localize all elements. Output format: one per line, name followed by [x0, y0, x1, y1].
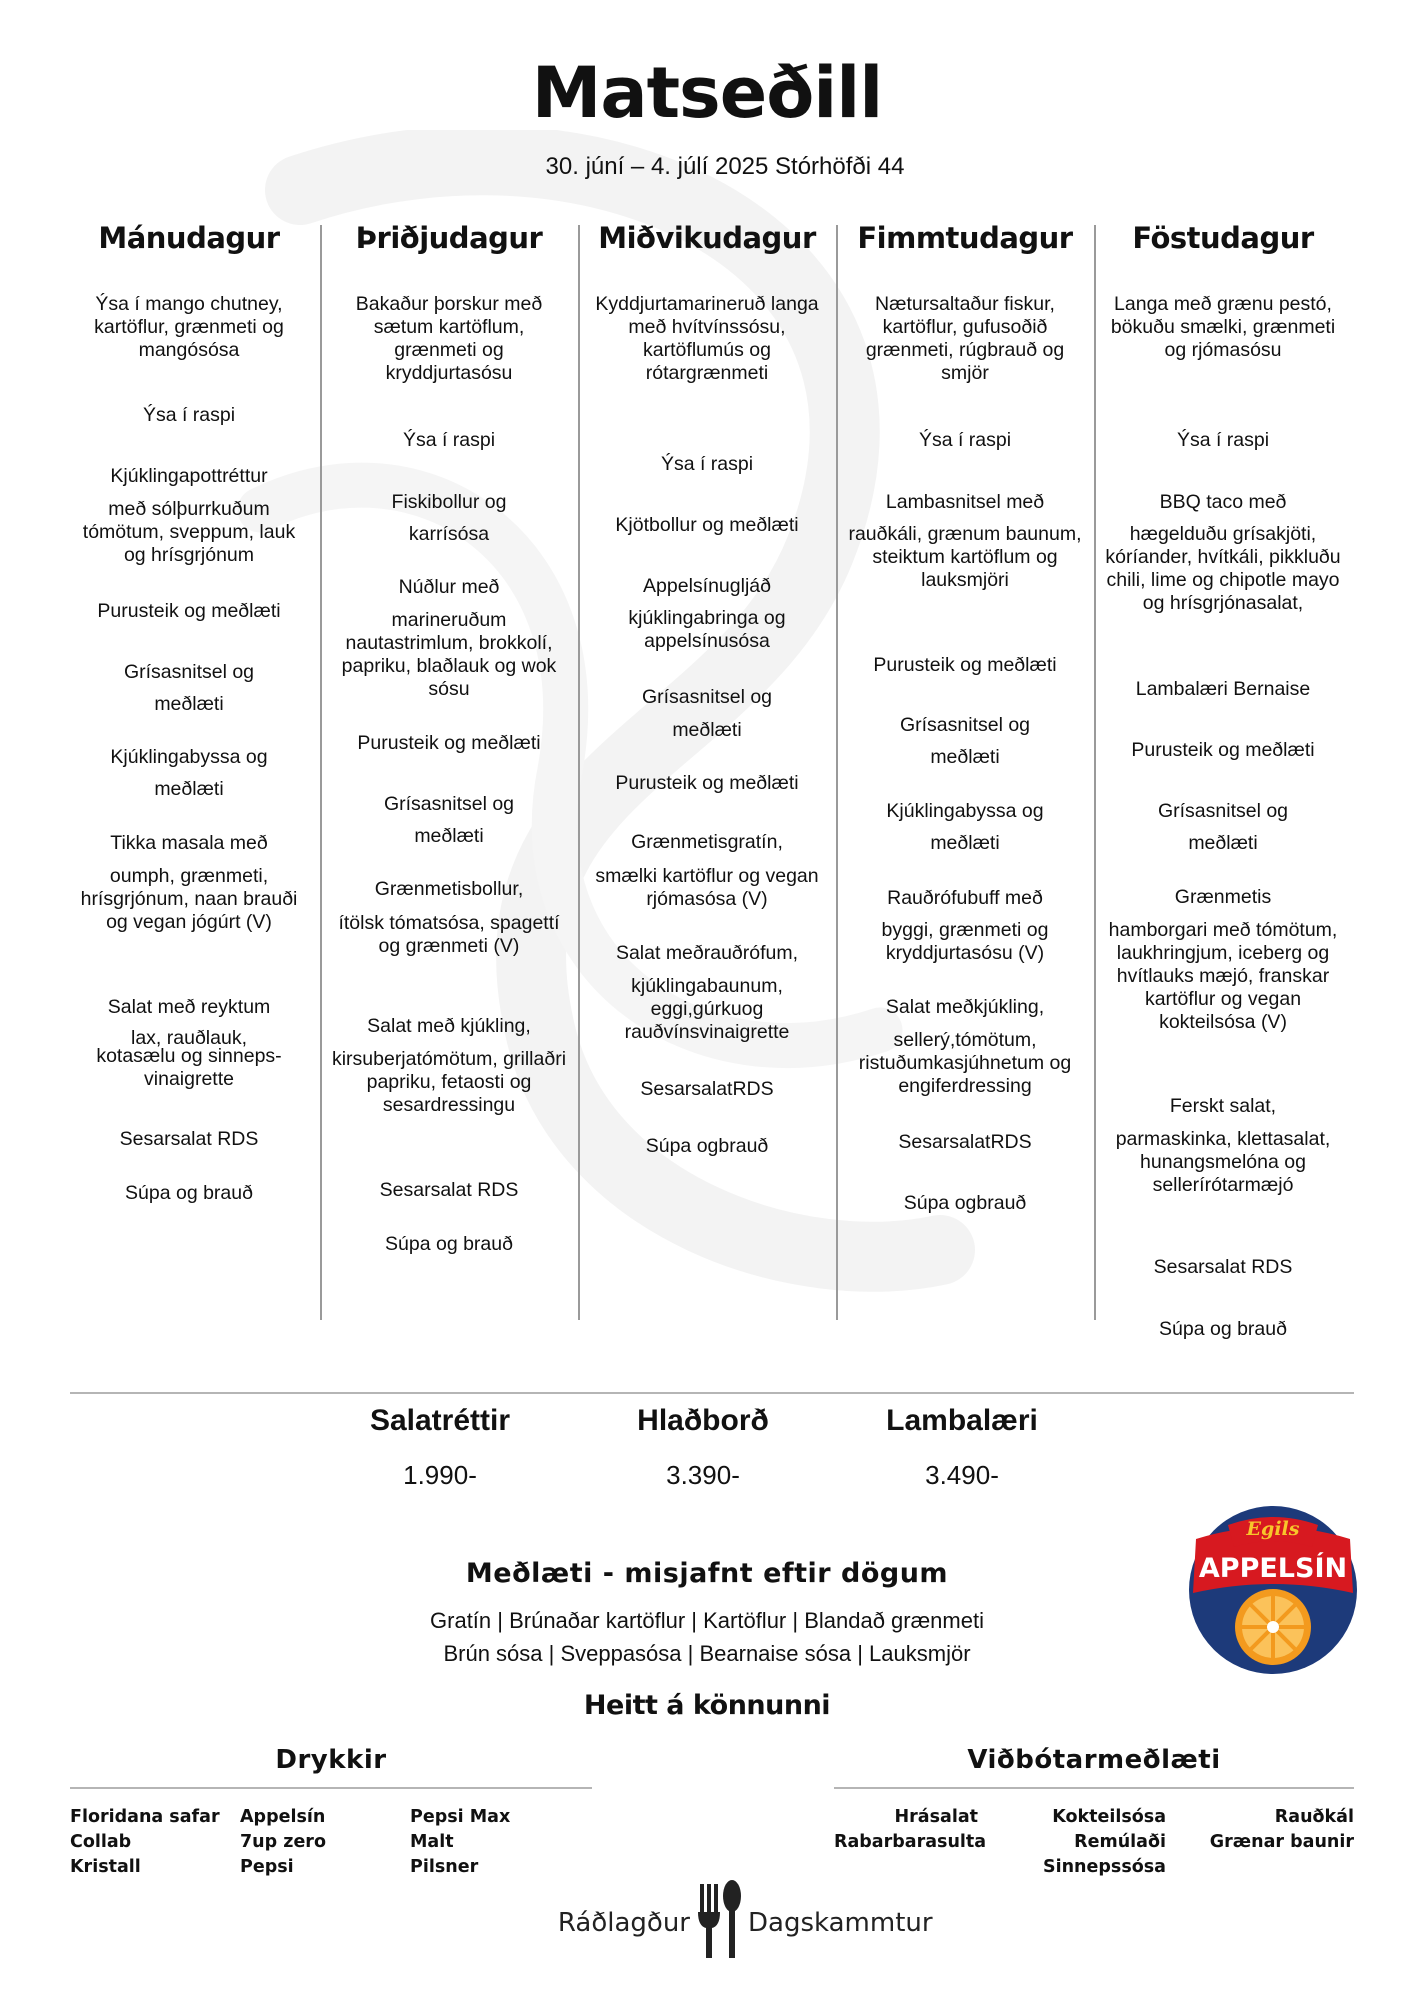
dish: kirsuberjatómötum, grillaðri papriku, fetaosti og sesardressingu	[331, 1048, 567, 1116]
dish: smælki kartöflur og vegan rjómasósa (V)	[595, 865, 819, 910]
dish: Ýsa í raspi	[1176, 429, 1270, 451]
day-name: Mánudagur	[98, 221, 280, 255]
day-column-thursday	[836, 215, 1094, 1214]
dish: Lambasnitsel með	[885, 491, 1045, 513]
drink-item: Pilsner	[410, 1857, 479, 1877]
dish: Grænmetisbollur,	[374, 878, 524, 900]
dish: Salat meðrauðrófum,	[615, 942, 799, 964]
drink-item: Floridana safar	[70, 1807, 220, 1827]
day-column-wednesday	[578, 215, 836, 1157]
dish: meðlæti	[154, 693, 224, 715]
hot-drink-note: Heitt á könnunni	[583, 1690, 831, 1721]
drinks-column	[240, 1805, 326, 1880]
column-divider	[578, 225, 580, 1320]
dish: Súpa og brauð	[1159, 1318, 1287, 1340]
dish: Salat með kjúkling,	[367, 1015, 531, 1037]
dish: oumph, grænmeti, hrísgrjónum, naan brauði og vegan jógúrt (V)	[80, 865, 298, 933]
day-name: Föstudagur	[1132, 221, 1314, 255]
dish: Ýsa í raspi	[402, 429, 496, 451]
dish: sellerý,tómötum, ristuðumkasjúhnetum og engiferdressing	[858, 1029, 1072, 1097]
dish: Lambalæri Bernaise	[1135, 678, 1311, 700]
dish: Kyddjurtamarineruð langa með hvítvínssósu, kartöflumús og rótargrænmeti	[595, 293, 819, 384]
dish: Purusteik og meðlæti	[615, 772, 799, 794]
day-name: Miðvikudagur	[598, 221, 816, 255]
dish: Grænmetisgratín,	[631, 831, 783, 853]
radlagdur-dagskammtur-logo	[540, 1866, 940, 1976]
dish: Kjúklingabyssa og	[886, 800, 1044, 822]
extras-column	[1190, 1805, 1354, 1855]
dish: meðlæti	[154, 778, 224, 800]
dish: SesarsalatRDS	[898, 1131, 1032, 1153]
logo-left-word: Ráðlagður	[557, 1908, 690, 1938]
extras-column	[1000, 1805, 1166, 1880]
day-column-friday	[1094, 215, 1352, 1340]
drink-item: Malt	[410, 1832, 454, 1852]
drink-item: Kristall	[70, 1857, 141, 1877]
day-name: Þriðjudagur	[355, 221, 543, 255]
dish: hamborgari með tómötum, laukhringjum, iceberg og hvítlauks mæjó, franskar kartöflur og vegan kokteilsósa (V)	[1108, 919, 1338, 1033]
cutlery-icon	[698, 1880, 741, 1958]
badge-brand-small: Egils	[1246, 1518, 1300, 1540]
dish: kjúklingabaunum, eggi,gúrkuog rauðvínsvinaigrette	[624, 975, 790, 1043]
extras-divider	[834, 1787, 1354, 1789]
column-divider	[320, 225, 322, 1320]
extra-item: Rauðkál	[1274, 1807, 1354, 1827]
dish: Ýsa í raspi	[142, 404, 236, 426]
dish: Ýsa í raspi	[918, 429, 1012, 451]
dish: Súpa ogbrauð	[645, 1135, 769, 1157]
weekly-menu	[60, 215, 1360, 1365]
day-column-monday	[60, 215, 318, 1204]
dish: Purusteik og meðlæti	[1131, 739, 1315, 761]
sides-line: Brún sósa | Sveppasósa | Bearnaise sósa | Lauksmjör	[443, 1641, 971, 1666]
column-divider	[1094, 225, 1096, 1320]
dish: Núðlur með	[398, 576, 500, 598]
dish: meðlæti	[1188, 832, 1258, 854]
dish: Ferskt salat,	[1169, 1095, 1277, 1117]
extra-item: Kokteilsósa	[1052, 1807, 1166, 1827]
dish: Súpa og brauð	[125, 1182, 253, 1204]
dish: Ýsa í mango chutney, kartöflur, grænmeti og mangósósa	[94, 293, 284, 361]
dish: byggi, grænmeti og kryddjurtasósu (V)	[881, 919, 1049, 964]
dish: Sesarsalat RDS	[119, 1128, 259, 1150]
dish: Salat með reyktum	[107, 996, 271, 1018]
column-divider	[836, 225, 838, 1320]
drink-item: Appelsín	[240, 1807, 326, 1827]
dish: Súpa ogbrauð	[903, 1192, 1027, 1214]
price-value: 3.390-	[666, 1460, 740, 1490]
dish: Nætursaltaður fiskur, kartöflur, gufusoðið grænmeti, rúgbrauð og smjör	[865, 293, 1065, 384]
dish: Grísasnitsel og	[1157, 800, 1289, 822]
extra-item: Sinnepssósa	[1043, 1857, 1166, 1877]
drinks-title: Drykkir	[275, 1745, 387, 1775]
section-divider	[70, 1392, 1354, 1394]
dish: Sesarsalat RDS	[379, 1179, 519, 1201]
dish: Kjúklingapottréttur	[110, 465, 268, 487]
dish: meðlæti	[414, 825, 484, 847]
dish: karrísósa	[408, 523, 490, 545]
day-name: Fimmtudagur	[857, 221, 1073, 255]
price-lambalaeri	[832, 1404, 1092, 1491]
dish: Grísasnitsel og	[899, 714, 1031, 736]
dish: Grísasnitsel og	[641, 686, 773, 708]
dish: Tikka masala með	[110, 832, 268, 854]
dish: Salat meðkjúkling,	[885, 996, 1045, 1018]
date-location: 30. júní – 4. júlí 2025 Stórhöfði 44	[545, 153, 905, 180]
dish: meðlæti	[930, 832, 1000, 854]
price-value: 1.990-	[403, 1460, 477, 1490]
drinks-column	[70, 1805, 220, 1880]
extra-item: Hrásalat	[894, 1807, 978, 1827]
drink-item: Pepsi	[240, 1857, 294, 1877]
dish: meðlæti	[930, 746, 1000, 768]
extra-item: Rabarbarasulta	[834, 1832, 987, 1852]
dish: með sólþurrkuðum tómötum, sveppum, lauk og hrísgrjónum	[82, 498, 296, 566]
dish: Purusteik og meðlæti	[357, 732, 541, 754]
dish: rauðkáli, grænum baunum, steiktum kartöflum og lauksmjöri	[848, 523, 1082, 591]
extras-title: Viðbótarmeðlæti	[967, 1745, 1221, 1775]
dish: parmaskinka, klettasalat, hunangsmelóna og sellerírótarmæjó	[1115, 1128, 1331, 1196]
dish: Langa með grænu pestó, bökuðu smælki, grænmeti og rjómasósu	[1110, 293, 1336, 361]
dish: marineruðum nautastrimlum, brokkolí, papriku, blaðlauk og wok sósu	[341, 609, 557, 700]
drink-item: Pepsi Max	[410, 1807, 511, 1827]
dish: Ýsa í raspi	[660, 453, 754, 475]
day-column-tuesday	[320, 215, 578, 1255]
dish: Grænmetis	[1174, 886, 1272, 908]
dish: Purusteik og meðlæti	[873, 654, 1057, 676]
logo-right-word: Dagskammtur	[748, 1908, 933, 1938]
price-hladbord	[573, 1404, 833, 1491]
page-title: Matseðill	[531, 52, 883, 134]
dish: SesarsalatRDS	[640, 1078, 774, 1100]
drink-item: Collab	[70, 1832, 132, 1852]
price-label: Salatréttir	[369, 1404, 511, 1437]
dish: Appelsínugljáð	[643, 575, 771, 597]
price-salatrettir	[310, 1404, 570, 1491]
dish: Grísasnitsel og	[383, 793, 515, 815]
sides-line: Gratín | Brúnaðar kartöflur | Kartöflur | Blandað grænmeti	[430, 1608, 984, 1633]
drinks-column	[410, 1805, 510, 1880]
dish: Rauðrófubuff með	[887, 887, 1043, 909]
dish: BBQ taco með	[1159, 491, 1287, 513]
dish: meðlæti	[672, 719, 742, 741]
extra-item: Remúlaði	[1074, 1832, 1166, 1852]
badge-brand: APPELSÍN	[1198, 1553, 1348, 1584]
dish: Súpa og brauð	[385, 1233, 513, 1255]
dish: ítölsk tómatsósa, spagettí og grænmeti (V)	[338, 912, 560, 957]
dish: Fiskibollur og	[391, 491, 507, 513]
sides-title: Meðlæti - misjafnt eftir dögum	[465, 1558, 949, 1589]
dish: Kjúklingabyssa og	[110, 746, 268, 768]
price-label: Hlaðborð	[637, 1404, 769, 1437]
price-label: Lambalæri	[886, 1404, 1038, 1437]
dish: lax, rauðlauk,	[131, 1027, 247, 1049]
drink-item: 7up zero	[240, 1832, 326, 1852]
dish: Grísasnitsel og	[123, 661, 255, 683]
extra-item: Grænar baunir	[1209, 1832, 1354, 1852]
drinks-divider	[70, 1787, 592, 1789]
dish: Kjötbollur og meðlæti	[615, 514, 799, 536]
dish: Purusteik og meðlæti	[97, 600, 281, 622]
dish: Bakaður þorskur með sætum kartöflum, grænmeti og kryddjurtasósu	[355, 293, 543, 384]
dish: kjúklingabringa og appelsínusósa	[628, 607, 786, 652]
extras-column	[834, 1805, 987, 1855]
dish: kotasælu og sinneps-vinaigrette	[96, 1045, 282, 1090]
price-value: 3.490-	[925, 1460, 999, 1490]
dish: Sesarsalat RDS	[1153, 1256, 1293, 1278]
dish: hægelduðu grísakjöti, kóríander, hvítkáli, pikkluðu chili, lime og chipotle mayo og hrísgrjónasalat,	[1105, 523, 1341, 614]
